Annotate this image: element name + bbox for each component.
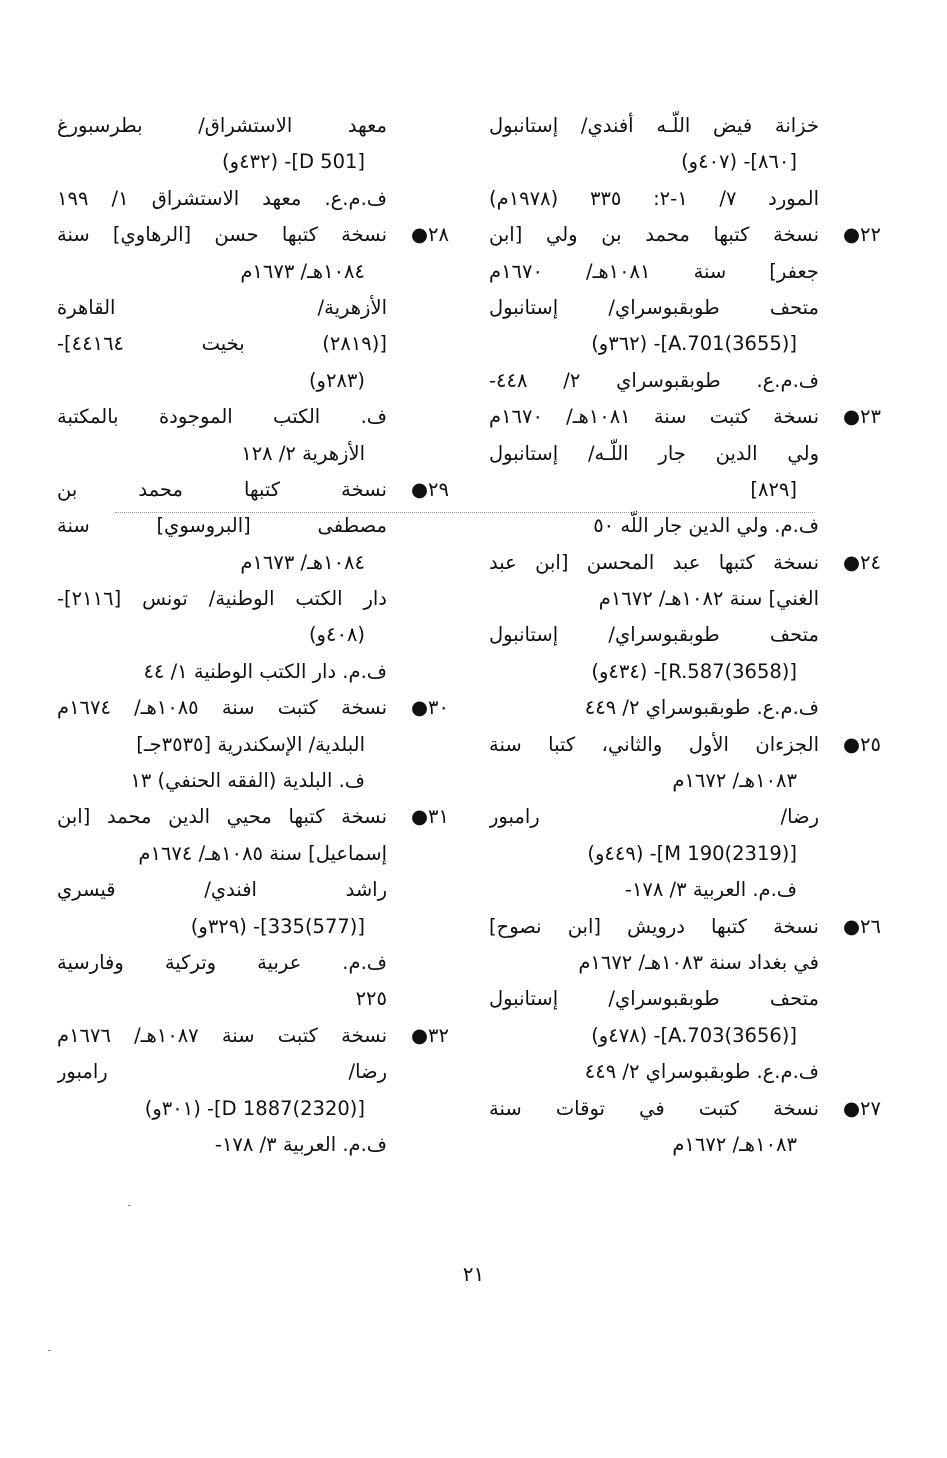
entry-line [489, 254, 819, 290]
entry-number: ٣٠● [389, 696, 449, 720]
entry-line [57, 326, 387, 362]
entry-text: الأزهرية/ القاهرة [57, 295, 387, 319]
entry-line [57, 1127, 387, 1163]
entry-line [57, 1018, 449, 1054]
entry-text: متحف طوبقبوسراي/ إستانبول [489, 623, 819, 647]
entry-text: في بغداد سنة ١٠٨٣هـ/ ١٦٧٢م [578, 950, 819, 974]
entry-text: ف.م. العربية ٣/ ١٧٨- [624, 878, 797, 902]
entry-text: نسخة كتبها محمد بن ولي [ابن [489, 223, 819, 247]
entry-text: [D 501]- (٤٣٢و) [222, 150, 365, 174]
entry-line [57, 108, 387, 144]
entry-number: ٣١● [389, 805, 449, 829]
entry-text: [(3655)A.701]- (٣٦٢و) [591, 332, 797, 356]
entry-line [489, 363, 819, 399]
entry-text: (٤٠٨و) [308, 623, 365, 647]
entry-line [489, 181, 819, 217]
entry-text: ف.م. دار الكتب الوطنية ١/ ٤٤ [143, 659, 387, 683]
entry-number: ٢٩● [389, 477, 449, 501]
entry-line [489, 144, 819, 180]
entry-line [489, 217, 881, 253]
entry-text: جعفر] سنة ١٠٨١هـ/ ١٦٧٠م [489, 259, 819, 283]
entry-text: [٨٦٠]- (٤٠٧و) [681, 150, 797, 174]
entry-line [57, 909, 387, 945]
entry-line [489, 945, 819, 981]
entry-line [57, 836, 387, 872]
entry-text: رضا/ رامبور [57, 1060, 387, 1084]
entry-number: ٢٥● [821, 732, 881, 756]
entry-text: الجزءان الأول والثاني، كتبا سنة [489, 732, 819, 756]
entry-line [489, 836, 819, 872]
entry-text: [(3656)A.703]- (٤٧٨و) [591, 1023, 797, 1047]
entry-line [489, 654, 819, 690]
entry-line [57, 945, 387, 981]
entry-text: معهد الاستشراق/ بطرسبورغ [57, 114, 387, 137]
entry-text: نسخة كتبت في توقات سنة [489, 1096, 819, 1120]
entry-text: متحف طوبقبوسراي/ إستانبول [489, 295, 819, 319]
dotted-rule [115, 512, 815, 513]
entry-line [57, 363, 387, 399]
entry-line [489, 909, 881, 945]
entry-text: ف.م. عربية وتركية وفارسية [57, 950, 387, 974]
entry-number: ٢٨● [389, 223, 449, 247]
entry-line [57, 290, 387, 326]
entry-line [57, 763, 387, 799]
entry-number: ٢٢● [821, 223, 881, 247]
entry-line [57, 727, 387, 763]
entry-text: نسخة كتبت سنة ١٠٨١هـ/ ١٦٧٠م [489, 405, 819, 429]
entry-text: [(2319)190 M]- (٤٤٩و) [587, 841, 797, 865]
entry-line [489, 872, 819, 908]
entry-text: البلدية/ الإسكندرية [٣٥٣٥جـ] [136, 732, 365, 756]
entry-text: نسخة كتبت سنة ١٠٨٥هـ/ ١٦٧٤م [57, 696, 387, 720]
entry-text: [(577)335]- (٣٢٩و) [190, 914, 365, 938]
entry-text: نسخة كتبها حسن [الرهاوي] سنة [57, 223, 387, 247]
entry-line [489, 981, 819, 1017]
entry-line [57, 181, 387, 217]
scan-speck [48, 1350, 51, 1351]
entry-line [489, 1054, 819, 1090]
entry-line [57, 545, 387, 581]
entry-text: ١٠٨٤هـ/ ١٦٧٣م [240, 259, 365, 283]
entry-text: الأزهرية ٢/ ١٢٨ [241, 441, 365, 465]
entry-line [57, 472, 449, 508]
entry-line [57, 617, 387, 653]
entry-text: ١٠٨٤هـ/ ١٦٧٣م [240, 550, 365, 574]
entry-line [489, 290, 819, 326]
entry-text: ١٠٨٣هـ/ ١٦٧٢م [672, 1132, 797, 1156]
entry-line [57, 1091, 387, 1127]
entry-line [489, 326, 819, 362]
entry-text: (٢٨٣و) [308, 368, 365, 392]
entry-line [57, 217, 449, 253]
entry-text: [(2320)1887 D]- (٣٠١و) [144, 1096, 365, 1120]
entry-line [489, 690, 819, 726]
entry-text: ف. البلدية (الفقه الحنفي) ١٣ [130, 769, 365, 793]
entry-text: ف.م.ع. طوبقبوسراي ٢/ ٤٤٩ [584, 696, 819, 720]
entry-text: نسخة كتبها عبد المحسن [ابن عبد [489, 550, 819, 574]
entry-text: ٢٢٥ [355, 987, 387, 1011]
entry-line [489, 436, 819, 472]
entry-text: [(٢٨١٩) بخيت ٤٤١٦٤]- [57, 332, 387, 356]
entry-line [489, 727, 881, 763]
entry-line [57, 399, 387, 435]
entry-line [489, 581, 819, 617]
entry-text: [(3658)R.587]- (٤٣٤و) [591, 659, 797, 683]
entry-number: ٢٣● [821, 405, 881, 429]
entry-line [57, 654, 387, 690]
entry-text: ف.م. ولي الدين جار اللّه ٥٠ [593, 514, 819, 538]
entry-text: رضا/ رامبور [489, 805, 819, 829]
entry-line [57, 872, 387, 908]
entry-text: ف. الكتب الموجودة بالمكتبة [57, 405, 387, 429]
entry-line [489, 545, 881, 581]
entry-line [489, 1018, 819, 1054]
entry-line [57, 144, 387, 180]
entry-line [489, 1091, 881, 1127]
entry-line [57, 436, 387, 472]
entry-text: ١٠٨٣هـ/ ١٦٧٢م [672, 769, 797, 793]
entry-line [57, 254, 387, 290]
entry-line [57, 981, 387, 1017]
entry-text: متحف طوبقبوسراي/ إستانبول [489, 987, 819, 1011]
entry-line [489, 108, 819, 144]
entry-line [489, 1127, 819, 1163]
entry-text: ف.م.ع. معهد الاستشراق ١/ ١٩٩ [57, 186, 387, 210]
entry-text: [٨٢٩] [750, 477, 797, 501]
right-column [489, 108, 881, 1163]
left-column [57, 108, 449, 1163]
entry-text: المورد ٧/ ١-٢: ٣٣٥ (١٩٧٨م) [489, 186, 819, 210]
entry-line [57, 799, 449, 835]
entry-line [489, 617, 819, 653]
entry-text: الغني] سنة ١٠٨٢هـ/ ١٦٧٢م [598, 587, 819, 611]
entry-line [57, 508, 387, 544]
entry-text: نسخة كتبت سنة ١٠٨٧هـ/ ١٦٧٦م [57, 1023, 387, 1047]
entry-line [489, 763, 819, 799]
entry-text: خزانة فيض اللّـه أفندي/ إستانبول [489, 114, 819, 137]
entry-line [489, 472, 819, 508]
entry-number: ٣٢● [389, 1023, 449, 1047]
entry-text: إسماعيل] سنة ١٠٨٥هـ/ ١٦٧٤م [138, 841, 387, 865]
page-number: ٢١ [462, 1262, 485, 1286]
entry-line [489, 508, 819, 544]
entry-text: راشد افندي/ قيسري [57, 878, 387, 902]
entry-line [57, 1054, 387, 1090]
entry-text: نسخة كتبها درويش [ابن نصوح] [489, 914, 819, 938]
entry-line [57, 581, 387, 617]
entry-line [57, 690, 449, 726]
entry-text: مصطفى [البروسوي] سنة [57, 514, 387, 538]
entry-number: ٢٦● [821, 914, 881, 938]
entry-text: ولي الدين جار اللّـه/ إستانبول [489, 441, 819, 465]
entry-text: ف.م. العربية ٣/ ١٧٨- [214, 1132, 387, 1156]
entry-text: دار الكتب الوطنية/ تونس [٢١١٦]- [57, 587, 387, 611]
entry-text: ف.م.ع. طوبقبوسراي ٢/ ٤٤٩ [584, 1060, 819, 1084]
entry-text: نسخة كتبها محيي الدين محمد [ابن [57, 805, 387, 829]
scan-speck [128, 1205, 131, 1206]
entry-line [489, 799, 819, 835]
entry-text: ف.م.ع. طوبقبوسراي ٢/ ٤٤٨- [489, 368, 819, 392]
entry-line [489, 399, 881, 435]
entry-text: نسخة كتبها محمد بن [57, 477, 387, 501]
entry-number: ٢٧● [821, 1096, 881, 1120]
entry-number: ٢٤● [821, 550, 881, 574]
